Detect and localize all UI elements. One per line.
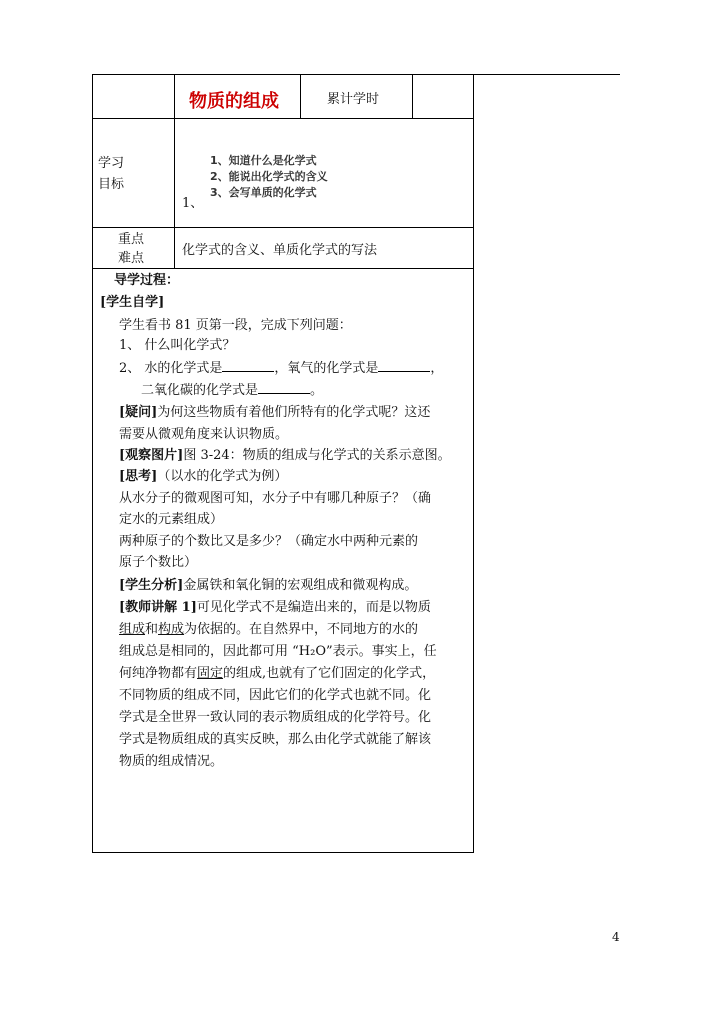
- teacher-text-4a: 何纯净物都有: [119, 666, 198, 681]
- goals-label-line2: 目标: [98, 177, 125, 192]
- goal-trailing-number: 1、: [182, 196, 204, 211]
- doubt-tag: [疑问]: [119, 405, 158, 420]
- key-label-line2: 难点: [118, 251, 145, 266]
- think-line-1: 从水分子的微观图可知，水分子中有哪几种原子？（确: [119, 491, 432, 506]
- underlined-composition: 组成: [119, 622, 146, 637]
- teacher-line-6: 学式是全世界一致认同的表示物质组成的化学符号。化: [119, 710, 432, 725]
- co2-formula-blank[interactable]: [258, 379, 310, 394]
- think-text: （以水的化学式为例）: [157, 469, 288, 484]
- teacher-text-1: 可见化学式不是编造出来的，而是以物质: [196, 600, 431, 615]
- teacher-line-7: 学式是物质组成的真实反映，那么由化学式就能了解该: [119, 732, 432, 747]
- think-tag: [思考]: [119, 469, 158, 484]
- question-1: 1、 什么叫化学式？: [119, 338, 236, 353]
- teacher-and: 和: [145, 622, 159, 637]
- analysis-line: [119, 575, 417, 597]
- think-line-2: 定水的元素组成）: [119, 512, 224, 527]
- analysis-tag: [学生分析]: [119, 578, 184, 593]
- table-left-border: [92, 74, 93, 853]
- lesson-title: 物质的组成: [189, 91, 279, 112]
- observe-line: [119, 445, 451, 467]
- teacher-line-4: [119, 663, 435, 685]
- think-line: [119, 466, 287, 488]
- observe-text: 图 3-24：物质的组成与化学式的关系示意图。: [183, 448, 451, 463]
- key-label-line1: 重点: [118, 232, 145, 247]
- row-divider-3: [92, 268, 473, 269]
- self-study-tag: [学生自学]: [100, 295, 165, 310]
- hours-cell-divider: [412, 74, 413, 118]
- goal-item-1: 1、知道什么是化学式: [210, 154, 317, 167]
- label-column-divider: [174, 74, 175, 268]
- row-divider-1: [92, 118, 473, 119]
- table-top-border: [92, 74, 620, 75]
- teacher-line-3: 组成总是相同的，因此都可用 “H₂O”表示。事实上，任: [119, 644, 437, 659]
- q2-period: 。: [310, 383, 324, 398]
- teacher-tag: [教师讲解 1]: [119, 600, 197, 615]
- underlined-structure: 构成: [158, 622, 185, 637]
- teacher-line-2: [119, 619, 418, 641]
- underlined-fixed: 固定: [197, 666, 224, 681]
- key-points-text: 化学式的含义、单质化学式的写法: [182, 243, 378, 258]
- doubt-line2: 需要从微观角度来认识物质。: [119, 427, 289, 442]
- think-line-3: 两种原子的个数比又是多少？（确定水中两种元素的: [119, 534, 419, 549]
- page-number: 4: [612, 930, 620, 944]
- process-heading: 导学过程：: [114, 273, 180, 288]
- teacher-line-1: [119, 597, 431, 619]
- teacher-text-4b: 的组成,也就有了它们固定的化学式，: [223, 666, 436, 681]
- title-cell-divider: [300, 74, 301, 118]
- table-right-border: [473, 74, 474, 853]
- doubt-line1: [119, 402, 430, 424]
- q2-comma: ，: [430, 361, 444, 376]
- doubt-text1: 为何这些物质有着他们所特有的化学式呢？这还: [157, 405, 431, 420]
- oxygen-formula-blank[interactable]: [378, 357, 430, 372]
- observe-tag: [观察图片]: [119, 448, 184, 463]
- intro-text: 学生看书 81 页第一段，完成下列问题：: [119, 318, 352, 333]
- goal-item-3: 3、会写单质的化学式: [210, 186, 317, 199]
- table-bottom-border: [92, 852, 473, 853]
- hours-label: 累计学时: [327, 92, 380, 107]
- teacher-line-8: 物质的组成情况。: [119, 754, 224, 769]
- water-formula-blank[interactable]: [222, 357, 274, 372]
- analysis-text: 金属铁和氧化铜的宏观组成和微观构成。: [183, 578, 418, 593]
- question-2-line1: [119, 357, 443, 380]
- goals-label-line1: 学习: [98, 156, 125, 171]
- question-2-line2: [141, 379, 323, 402]
- teacher-text-2: 为依据的。在自然界中，不同地方的水的: [184, 622, 419, 637]
- row-divider-2: [92, 227, 473, 228]
- q2-oxygen-label: ，氧气的化学式是: [274, 361, 379, 376]
- think-line-4: 原子个数比）: [119, 555, 198, 570]
- q2-co2-label: 二氧化碳的化学式是: [141, 383, 259, 398]
- teacher-line-5: 不同物质的组成不同，因此它们的化学式也就不同。化: [119, 688, 432, 703]
- q2-water-label: 2、 水的化学式是: [119, 361, 223, 376]
- goal-item-2: 2、能说出化学式的含义: [210, 170, 328, 183]
